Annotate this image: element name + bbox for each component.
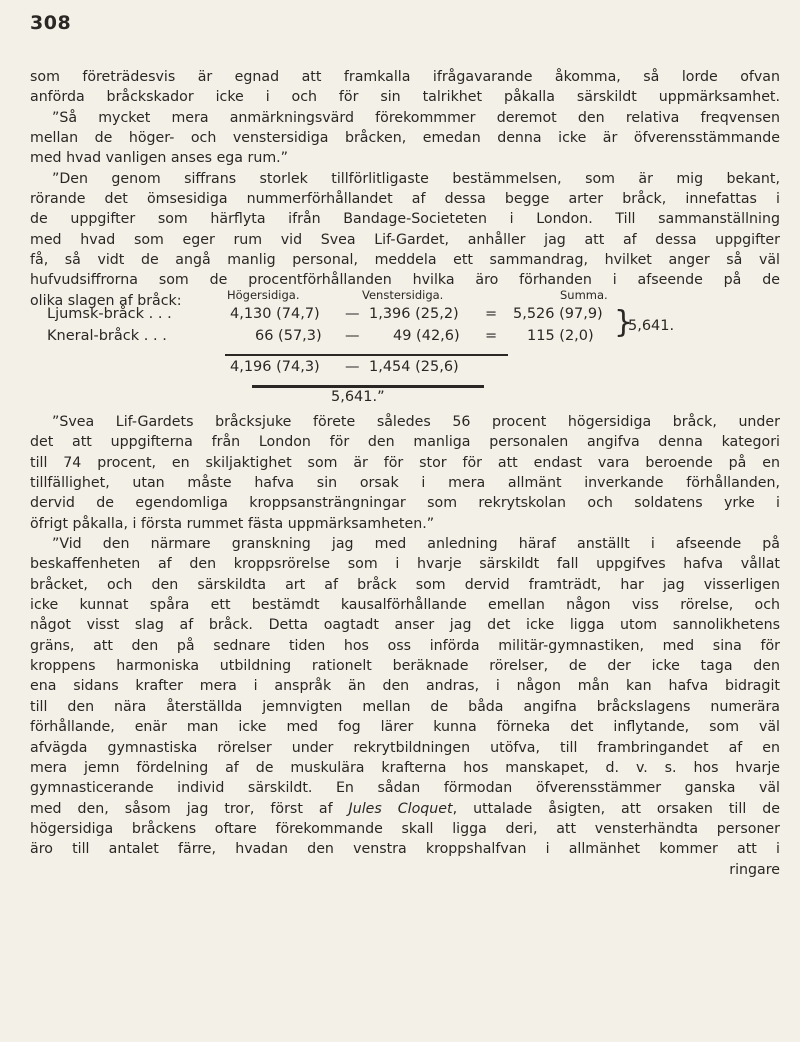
text-line: olika slagen af bråck: <box>30 292 182 309</box>
brace-total: 5,641. <box>628 318 675 334</box>
text-line: högersidiga bråckens oftare förekommande skall ligga deri, att vensterhändta personer <box>30 820 780 837</box>
text-line: kroppens harmoniska utbildning rationelt beräknade rörelser, de der icke taga den <box>30 658 780 675</box>
left-sided-value: 1,396 (25,2) <box>369 306 459 322</box>
text-line: med hvad som eger rum vid Svea Lif-Gardet, anhåller jag att af dessa uppgifter <box>30 231 780 248</box>
text-line: icke kunnat spåra ett bestämdt kausalförhållande emellan någon viss rörelse, och <box>30 597 780 614</box>
sum-rule <box>225 354 508 356</box>
text-line: få, så vidt de angå manlig personal, meddela ett sammandrag, hvilket anger så väl <box>30 252 780 269</box>
text-line: dervid de egendomliga kroppsansträngningar som rekrytskolan och soldatens yrke i <box>30 495 780 512</box>
sum-value: 115 (2,0) <box>527 328 594 344</box>
text-line: med hvad vanligen anses ega rum.” <box>30 150 289 167</box>
dash: — <box>345 328 360 344</box>
text-line: förhållande, enär man icke med fog lärer kunna förneka det inflytande, som väl <box>30 719 780 736</box>
right-sided-value: 4,130 (74,7) <box>230 306 320 322</box>
column-header-sum: Summa. <box>560 288 608 302</box>
equals-sign: = <box>485 328 498 344</box>
author-name: Jules Cloquet <box>348 800 453 817</box>
dash: — <box>345 359 360 375</box>
text-line: gymnasticerande individ särskildt. En sådan förmodan öfverensstämmer ganska väl <box>30 780 780 797</box>
text-line: ”Den genom siffrans storlek tillförlitligaste bestämmelsen, som är mig bekant, <box>52 170 780 187</box>
column-header-right-sided: Högersidiga. <box>227 288 300 302</box>
text-line: mera jemn fördelning af de muskulära krafterna hos manskapet, d. v. s. hos hvarje <box>30 759 780 776</box>
text-line: anförda bråckskador icke i och för sin talrikhet påkalla särskildt uppmärksamhet. <box>30 89 780 106</box>
table-row-inguinal <box>47 306 687 328</box>
row-label: Ljumsk-bråck . . . <box>47 306 172 322</box>
right-brace-icon: } <box>614 305 634 340</box>
text-line: rörande det ömsesidiga nummerförhållandet af dessa begge arter bråck, innefattas i <box>30 191 780 208</box>
text-line: de uppgifter som härflyta ifrån Bandage-Societeten i London. Till sammanställning <box>30 211 780 228</box>
body-text-bottom <box>30 412 780 880</box>
text-line: ”Vid den närmare granskning jag med anledning häraf anställt i afseende på <box>52 536 780 553</box>
row-label: Kneral-bråck . . . <box>47 328 167 344</box>
text-segment: med den, såsom jag tror, först af <box>30 800 349 817</box>
page-number: 308 <box>30 12 72 34</box>
text-line: det att uppgifterna från London för den manliga personalen angifva denna kategori <box>30 434 780 451</box>
text-line <box>30 799 780 819</box>
text-line: som företrädesvis är egnad att framkalla ifrågavarande åkomma, så lorde ofvan <box>30 69 780 85</box>
grand-total-rule <box>252 385 484 388</box>
text-line: gräns, att den på sednare tiden hos oss införda militär-gymnastiken, med sina för <box>30 637 780 654</box>
catchword: ringare <box>729 861 780 878</box>
table-row-femoral <box>47 328 687 350</box>
text-line: äro till antalet färre, hvadan den venstra kroppshalfvan i allmänhet kommer att i <box>30 841 780 858</box>
text-line: mellan de höger- och venstersidiga bråcken, emedan denna icke är öfverensstämmande <box>30 130 780 147</box>
text-line: till den nära återställda jemnvigten mellan de båda angifna bråckslagens numerära <box>30 698 780 715</box>
text-line: något visst slag af bråck. Detta oagtadt anser jag det icke ligga utom sannolikhetens <box>30 617 780 634</box>
sum-value: 5,526 (97,9) <box>513 306 603 322</box>
right-sided-value: 66 (57,3) <box>255 328 322 344</box>
grand-total: 5,641.” <box>331 389 385 405</box>
text-line: till 74 procent, en skiljaktighet som är för stor för att endast vara beroende på en <box>30 454 780 471</box>
text-line: ena sidans krafter mera i anspråk än den andras, i någon mån kan hafva bidragit <box>30 678 780 695</box>
text-line: öfrigt påkalla, i första rummet fästa uppmärksamheten.” <box>30 515 435 532</box>
text-line: beskaffenheten af den kroppsrörelse som i hvarje särskildt fall uppgifves hafva vållat <box>30 556 780 573</box>
column-header-left-sided: Venstersidiga. <box>362 288 444 302</box>
text-line: hufvudsiffrorna som de procentförhållanden hvilka äro förhanden i afseende på de <box>30 272 780 289</box>
body-text-top <box>30 67 780 311</box>
total-left-sided: 1,454 (25,6) <box>369 359 459 375</box>
text-line: ”Så mycket mera anmärkningsvärd förekommmer deremot den relativa freqvensen <box>52 109 780 126</box>
dash: — <box>345 306 360 322</box>
equals-sign: = <box>485 306 498 322</box>
text-line: afvägda gymnastiska rörelser under rekrytbildningen utöfva, till frambringandet af en <box>30 739 780 756</box>
table-row-totals <box>47 359 687 381</box>
text-line: tillfällighet, utan måste hafva sin orsak i mera allmänt inverkande förhållanden, <box>30 475 780 492</box>
text-segment: , uttalade åsigten, att orsaken till de <box>452 800 780 817</box>
text-line: ”Svea Lif-Gardets bråcksjuke förete således 56 procent högersidiga bråck, under <box>52 414 780 430</box>
left-sided-value: 49 (42,6) <box>393 328 460 344</box>
total-right-sided: 4,196 (74,3) <box>230 359 320 375</box>
text-line: bråcket, och den särskildta art af bråck som dervid framträdt, har jag visserligen <box>30 576 780 593</box>
